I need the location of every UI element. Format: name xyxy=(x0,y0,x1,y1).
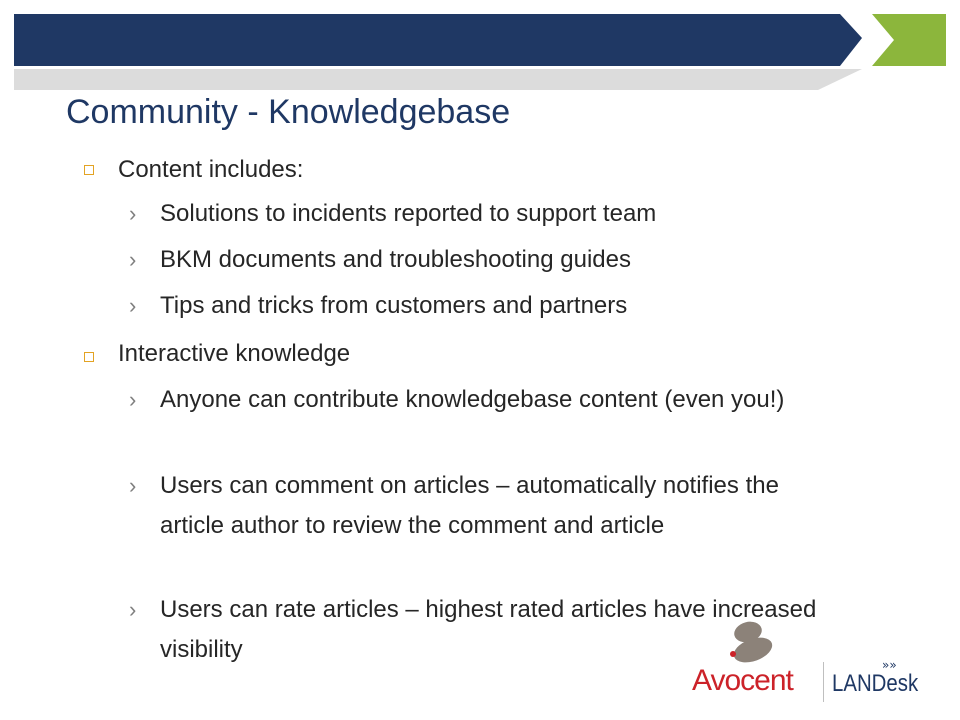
slide-title: Community - Knowledgebase xyxy=(66,93,511,131)
bullet-item-interactive-knowledge: Interactive knowledge xyxy=(118,340,351,367)
sub-item: Users can rate articles – highest rated articles have increased visibility xyxy=(160,596,817,663)
logo-divider xyxy=(823,662,824,702)
chevron-icon: › xyxy=(129,473,137,498)
chevron-icon: › xyxy=(129,293,137,318)
footer-logos xyxy=(680,620,940,710)
sub-item: Anyone can contribute knowledgebase content (even you!) xyxy=(160,386,785,413)
banner-navy-bar xyxy=(14,14,862,66)
bullet-item-content-includes: Content includes: xyxy=(118,156,304,183)
chevron-icon: › xyxy=(129,387,137,412)
sub-item: Tips and tricks from customers and partners xyxy=(160,292,628,319)
bullet-icon xyxy=(84,352,94,362)
chevron-icon: › xyxy=(129,201,137,226)
avocent-logo: Avocent xyxy=(692,664,793,697)
sub-item: Solutions to incidents reported to support team xyxy=(160,200,657,227)
bullet-icon xyxy=(84,165,94,175)
banner-shadow xyxy=(14,69,862,90)
chevron-icon: › xyxy=(129,597,137,622)
sub-item: Users can comment on articles – automatically notifies the article author to review the comment and article xyxy=(160,472,779,539)
chevron-icon: › xyxy=(129,247,137,272)
landesk-logo: LANDesk xyxy=(832,670,919,697)
landesk-arrows-icon: »» xyxy=(882,658,897,672)
sub-item: BKM documents and troubleshooting guides xyxy=(160,246,631,273)
header-banner xyxy=(0,0,960,90)
